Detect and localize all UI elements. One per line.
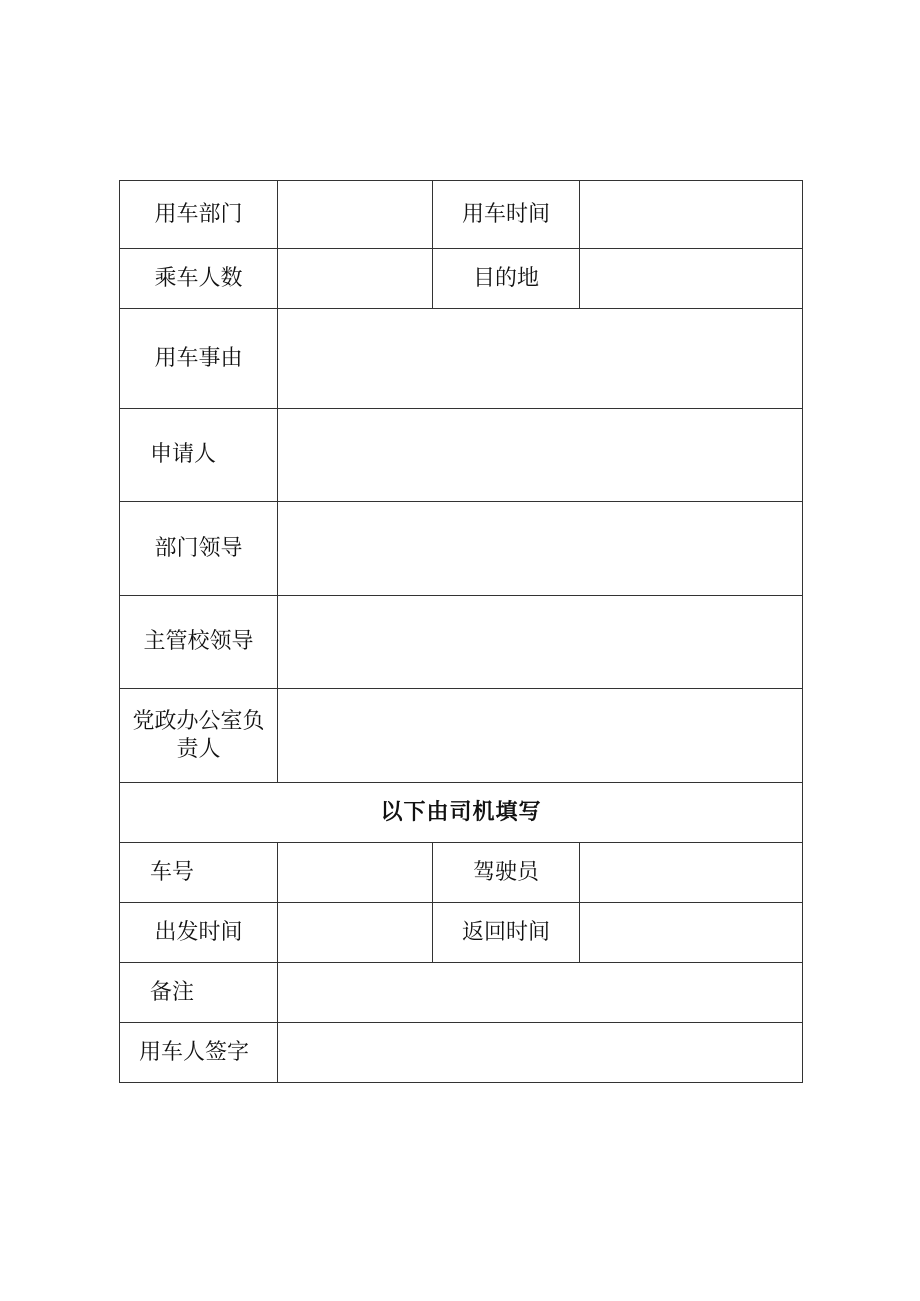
destination-label: 目的地: [433, 249, 580, 309]
office-head-label-line2: 责人: [176, 736, 221, 762]
form-row-driver-section: [120, 783, 803, 843]
driver-section-title: 以下由司机填写: [120, 783, 803, 843]
supervising-school-leader-field[interactable]: [278, 596, 803, 689]
user-signature-label: 用车人签字: [120, 1023, 278, 1083]
vehicle-department-label: 用车部门: [120, 181, 278, 249]
form-row-school-leader: [120, 596, 803, 689]
form-row-signature: [120, 1023, 803, 1083]
departure-time-label: 出发时间: [120, 903, 278, 963]
vehicle-department-field[interactable]: [278, 181, 433, 249]
applicant-label: 申请人: [120, 409, 278, 502]
form-row-applicant: [120, 409, 803, 502]
office-head-label-line1: 党政办公室负: [132, 709, 265, 734]
driver-label: 驾驶员: [433, 843, 580, 903]
office-head-label: [120, 689, 278, 783]
departure-time-field[interactable]: [278, 903, 433, 963]
department-leader-field[interactable]: [278, 502, 803, 596]
driver-field[interactable]: [580, 843, 803, 903]
office-head-field[interactable]: [278, 689, 803, 783]
vehicle-request-form: [119, 180, 803, 1083]
user-signature-field[interactable]: [278, 1023, 803, 1083]
remarks-field[interactable]: [278, 963, 803, 1023]
usage-reason-field[interactable]: [278, 309, 803, 409]
return-time-field[interactable]: [580, 903, 803, 963]
return-time-label: 返回时间: [433, 903, 580, 963]
department-leader-label: 部门领导: [120, 502, 278, 596]
supervising-school-leader-label: 主管校领导: [120, 596, 278, 689]
form-row-remarks: [120, 963, 803, 1023]
form-row-office-head: [120, 689, 803, 783]
passenger-count-field[interactable]: [278, 249, 433, 309]
vehicle-use-time-label: 用车时间: [433, 181, 580, 249]
passenger-count-label: 乘车人数: [120, 249, 278, 309]
applicant-field[interactable]: [278, 409, 803, 502]
car-number-label: 车号: [120, 843, 278, 903]
form-row-car-driver: [120, 843, 803, 903]
usage-reason-label: 用车事由: [120, 309, 278, 409]
form-row-passengers-destination: [120, 249, 803, 309]
destination-field[interactable]: [580, 249, 803, 309]
form-row-department-time: [120, 181, 803, 249]
remarks-label: 备注: [120, 963, 278, 1023]
vehicle-use-time-field[interactable]: [580, 181, 803, 249]
form-row-reason: [120, 309, 803, 409]
car-number-field[interactable]: [278, 843, 433, 903]
form-row-dept-leader: [120, 502, 803, 596]
form-row-departure-return: [120, 903, 803, 963]
